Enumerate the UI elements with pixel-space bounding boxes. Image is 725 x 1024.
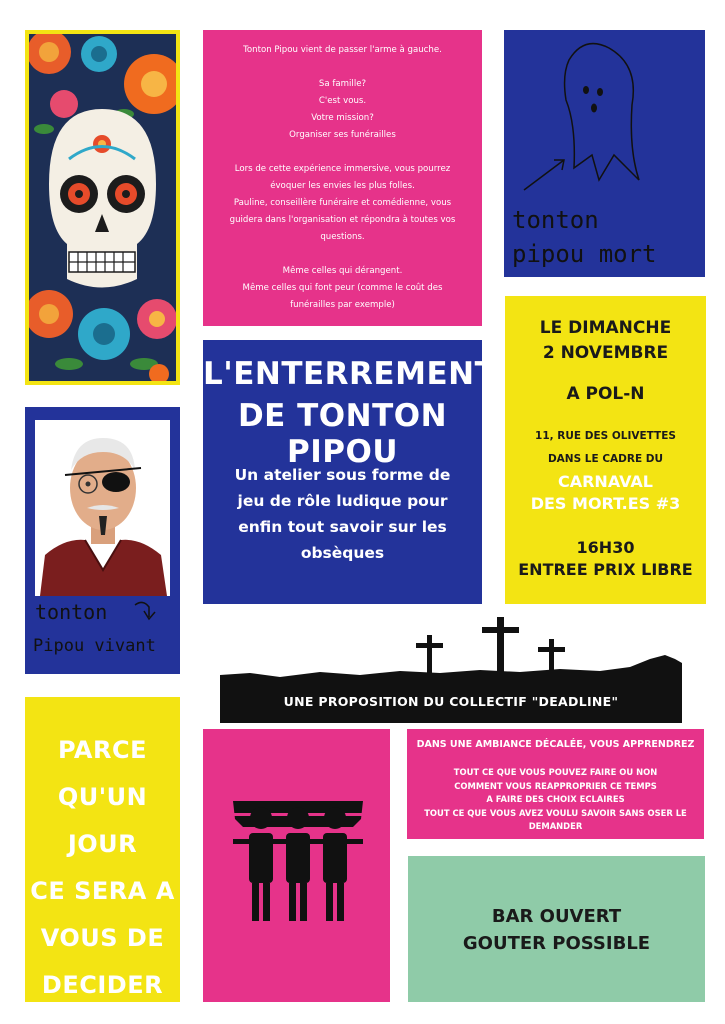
intro-line: Tonton Pipou vient de passer l'arme à gauche. [243,45,442,55]
intro-panel [203,30,482,326]
event-place: A POL-N [566,384,645,404]
parce-panel [25,697,180,1002]
festival-name-line2: DES MORT.ES #3 [530,494,681,513]
paragraph-line: questions. [320,232,365,242]
bar-panel [408,856,705,1002]
event-day: LE DIMANCHE [539,318,672,338]
question-line: Organiser ses funérailles [289,130,396,140]
ambiance-list [415,766,696,834]
intro-questions [213,76,472,144]
closing-line: Même celles qui font peur (comme le coût des [242,283,443,293]
question-line: Sa famille? [318,79,367,89]
list-item: COMMENT VOUS REAPPROPRIER CE TEMPS [454,780,657,791]
closing-line: Même celles qui dérangent. [282,266,403,276]
sugar-skull-panel [25,30,180,385]
subtitle-line: Un atelier sous forme de [234,466,451,484]
crosses-silhouette [220,615,682,685]
coffin-panel [203,729,390,1002]
closing-line: funérailles par exemple) [290,300,395,310]
subtitle-line: obsèques [300,544,385,562]
ghost-caption-line2: pipou mort [512,240,657,268]
banner-text: UNE PROPOSITION DU COLLECTIF "DEADLINE" [220,681,682,723]
portrait-caption-line1: tonton [35,600,108,624]
event-price: ENTREE PRIX LIBRE [518,560,693,579]
ambiance-panel [407,729,704,839]
list-item: A FAIRE DES CHOIX ECLAIRES [486,794,625,804]
crosses-banner [220,615,682,723]
subtitle-line: jeu de rôle ludique pour [237,492,448,510]
question-line: C'est vous. [318,96,367,106]
parce-line: CE SERA A [30,877,175,905]
list-item: TOUT CE QUE VOUS AVEZ VOULU SAVOIR SANS OSER LE [424,807,687,818]
event-address: 11, RUE DES OLIVETTES [535,430,676,442]
event-context: DANS LE CADRE DU [547,453,664,465]
parce-line: VOUS DE [40,924,165,952]
event-time: 16H30 [576,538,635,557]
question-line: Votre mission? [311,113,374,123]
event-date: 2 NOVEMBRE [542,343,669,363]
list-item: DEMANDER [528,821,583,831]
paragraph-line: guidera dans l'organisation et répondra à toutes vos [229,215,456,225]
ambiance-heading: DANS UNE AMBIANCE DÉCALÉE, VOUS APPRENDREZ [416,739,695,750]
portrait-photo [35,420,170,596]
list-item: TOUT CE QUE VOUS POUVEZ FAIRE OU NON [453,767,658,777]
title-subtitle [209,462,476,566]
subtitle-line: enfin tout savoir sur les [238,518,447,536]
parce-line: DECIDER [41,971,164,999]
bar-line2: GOUTER POSSIBLE [462,933,651,954]
portrait-panel [25,407,180,674]
intro-closing [213,263,472,314]
paragraph-line: Lors de cette expérience immersive, vous pourrez [234,164,451,174]
ghost-caption-line1: tonton [512,206,599,234]
title-panel [203,340,497,604]
sugar-skull-illustration [29,34,176,381]
title-line1: L'ENTERREMENT [203,356,497,392]
title-line2: DE TONTON PIPOU [237,398,448,470]
paragraph-line: Pauline, conseillère funéraire et comédienne, vous [233,198,452,208]
bar-line1: BAR OUVERT [491,906,622,927]
paragraph-line: évoquer les envies les plus folles. [270,181,415,191]
parce-line: QU'UN JOUR [57,783,148,858]
ghost-panel [504,30,705,277]
festival-name-line1: CARNAVAL [557,472,653,491]
parce-line: PARCE [58,736,147,764]
intro-paragraph [213,161,472,246]
portrait-caption-line2: Pipou vivant [33,636,156,656]
event-info-panel [505,296,706,604]
pallbearers-coffin-icon [203,729,390,1002]
ghost-drawing [504,30,705,277]
